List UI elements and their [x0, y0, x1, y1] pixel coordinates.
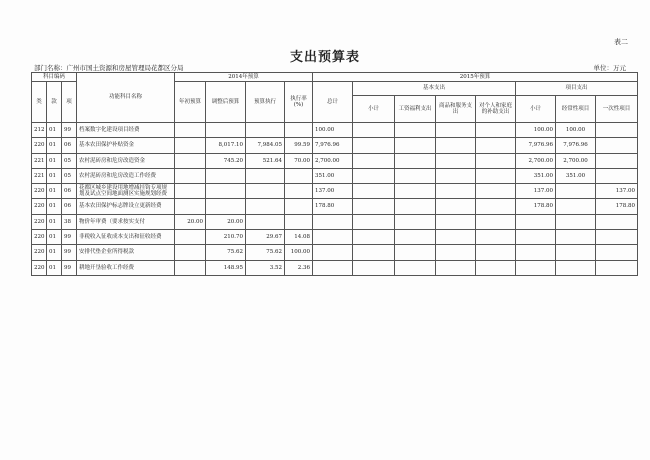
- execution-cell: 3.52: [246, 260, 285, 275]
- household-subsidy-cell: [476, 123, 516, 138]
- lei-cell: 220: [32, 184, 47, 199]
- execution-rate-cell: [285, 214, 313, 229]
- function-subject-header: 功能科目名称: [77, 73, 175, 123]
- table-row: [32, 153, 638, 168]
- initial-budget-cell: [175, 199, 206, 214]
- xiang-header: 项: [62, 82, 77, 123]
- initial-budget-cell: [175, 168, 206, 183]
- household-subsidy-cell: [476, 184, 516, 199]
- execution-cell: [246, 199, 285, 214]
- kuan-cell: 01: [47, 199, 62, 214]
- recurring-project-cell: [556, 260, 596, 275]
- one-time-project-cell: [596, 153, 638, 168]
- adjusted-budget-cell: 148.95: [206, 260, 246, 275]
- household-subsidy-cell: [476, 230, 516, 245]
- project-subtotal-cell: 351.00: [516, 168, 556, 183]
- one-time-project-cell: 137.00: [596, 184, 638, 199]
- execution-cell: [246, 168, 285, 183]
- budget-2014-header: 2014年预算: [175, 73, 313, 82]
- project-subtotal-cell: 178.80: [516, 199, 556, 214]
- kuan-cell: 01: [47, 168, 62, 183]
- goods-services-cell: [436, 245, 476, 260]
- subject-code-header: 科目编码: [32, 73, 77, 82]
- kuan-cell: 01: [47, 138, 62, 153]
- expenditure-budget-table: [31, 72, 638, 276]
- subject-name-cell: 花都区城乡建设用地增减挂钩专项规划及试点空间地面测区实施规划经费: [77, 184, 175, 199]
- total-cell: 178.80: [313, 199, 353, 214]
- initial-budget-cell: 20.00: [175, 214, 206, 229]
- adjusted-budget-cell: 8,017.10: [206, 138, 246, 153]
- table-row: [32, 230, 638, 245]
- recurring-project-cell: [556, 184, 596, 199]
- project-subtotal-cell: [516, 245, 556, 260]
- adjusted-budget-cell: 20.00: [206, 214, 246, 229]
- table-row: [32, 168, 638, 183]
- recurring-project-cell: [556, 214, 596, 229]
- project-subtotal-header: 小计: [516, 96, 556, 123]
- execution-rate-cell: 70.00: [285, 153, 313, 168]
- budget-2015-header: 2015年预算: [313, 73, 638, 82]
- project-subtotal-cell: [516, 260, 556, 275]
- total-cell: 7,976.96: [313, 138, 353, 153]
- page-title: 支出预算表: [289, 50, 360, 65]
- one-time-project-cell: [596, 138, 638, 153]
- basic-subtotal-cell: [353, 230, 395, 245]
- wages-cell: [395, 260, 436, 275]
- kuan-cell: 01: [47, 123, 62, 138]
- total-cell: 100.00: [313, 123, 353, 138]
- lei-cell: 220: [32, 199, 47, 214]
- wages-cell: [395, 230, 436, 245]
- one-time-project-cell: [596, 260, 638, 275]
- table-number: 表二: [614, 38, 628, 46]
- total-cell: [313, 230, 353, 245]
- wages-cell: [395, 168, 436, 183]
- table-row: [32, 138, 638, 153]
- execution-rate-cell: [285, 184, 313, 199]
- total-cell: 137.00: [313, 184, 353, 199]
- execution-cell: 521.64: [246, 153, 285, 168]
- goods-services-cell: [436, 184, 476, 199]
- initial-budget-header: 年初预算: [175, 82, 206, 123]
- execution-rate-cell: 99.59: [285, 138, 313, 153]
- basic-subtotal-cell: [353, 138, 395, 153]
- table-row: [32, 184, 638, 199]
- execution-cell: [246, 214, 285, 229]
- execution-cell: 75.62: [246, 245, 285, 260]
- xiang-cell: 05: [62, 168, 77, 183]
- goods-services-cell: [436, 260, 476, 275]
- initial-budget-cell: [175, 153, 206, 168]
- initial-budget-cell: [175, 245, 206, 260]
- recurring-project-cell: 351.00: [556, 168, 596, 183]
- kuan-cell: 01: [47, 245, 62, 260]
- adjusted-budget-cell: [206, 123, 246, 138]
- xiang-cell: 05: [62, 153, 77, 168]
- subject-name-cell: 基本农田保护补贴资金: [77, 138, 175, 153]
- wages-cell: [395, 138, 436, 153]
- household-subsidy-cell: [476, 260, 516, 275]
- kuan-header: 款: [47, 82, 62, 123]
- execution-rate-cell: 2.36: [285, 260, 313, 275]
- initial-budget-cell: [175, 123, 206, 138]
- basic-subtotal-cell: [353, 123, 395, 138]
- kuan-cell: 01: [47, 153, 62, 168]
- execution-rate-cell: [285, 123, 313, 138]
- goods-services-cell: [436, 123, 476, 138]
- basic-subtotal-cell: [353, 214, 395, 229]
- adjusted-budget-cell: 210.70: [206, 230, 246, 245]
- xiang-cell: 99: [62, 230, 77, 245]
- xiang-cell: 99: [62, 260, 77, 275]
- xiang-cell: 06: [62, 138, 77, 153]
- unit-label: 单位：万元: [593, 64, 626, 72]
- project-subtotal-cell: [516, 230, 556, 245]
- wages-cell: [395, 123, 436, 138]
- basic-subtotal-cell: [353, 184, 395, 199]
- execution-rate-cell: 14.08: [285, 230, 313, 245]
- one-time-project-cell: [596, 168, 638, 183]
- xiang-cell: 06: [62, 199, 77, 214]
- wages-cell: [395, 214, 436, 229]
- initial-budget-cell: [175, 230, 206, 245]
- execution-header: 预算执行: [246, 82, 285, 123]
- goods-services-cell: [436, 214, 476, 229]
- basic-subtotal-cell: [353, 245, 395, 260]
- table-row: [32, 123, 638, 138]
- project-subtotal-cell: 100.00: [516, 123, 556, 138]
- household-subsidy-cell: [476, 153, 516, 168]
- basic-subtotal-header: 小计: [353, 96, 395, 123]
- household-subsidy-cell: [476, 245, 516, 260]
- total-cell: [313, 214, 353, 229]
- initial-budget-cell: [175, 138, 206, 153]
- subject-name-cell: 农村泥砖房和危房改造工作经费: [77, 168, 175, 183]
- table-row: [32, 199, 638, 214]
- goods-services-cell: [436, 153, 476, 168]
- execution-cell: [246, 123, 285, 138]
- lei-cell: 220: [32, 138, 47, 153]
- total-cell: 2,700.00: [313, 153, 353, 168]
- one-time-project-cell: [596, 245, 638, 260]
- adjusted-budget-header: 调整后预算: [206, 82, 246, 123]
- wages-cell: [395, 184, 436, 199]
- adjusted-budget-cell: [206, 184, 246, 199]
- recurring-project-header: 经常性项目: [556, 96, 596, 123]
- goods-services-cell: [436, 230, 476, 245]
- total-cell: 351.00: [313, 168, 353, 183]
- total-cell: [313, 260, 353, 275]
- adjusted-budget-cell: 745.20: [206, 153, 246, 168]
- kuan-cell: 01: [47, 184, 62, 199]
- basic-subtotal-cell: [353, 168, 395, 183]
- table-row: [32, 260, 638, 275]
- execution-cell: 29.67: [246, 230, 285, 245]
- project-subtotal-cell: 7,976.96: [516, 138, 556, 153]
- xiang-cell: 99: [62, 123, 77, 138]
- lei-cell: 221: [32, 153, 47, 168]
- basic-subtotal-cell: [353, 199, 395, 214]
- project-subtotal-cell: 2,700.00: [516, 153, 556, 168]
- lei-cell: 220: [32, 260, 47, 275]
- table-row: [32, 245, 638, 260]
- project-expenditure-header: 项目支出: [516, 82, 638, 96]
- adjusted-budget-cell: 75.62: [206, 245, 246, 260]
- xiang-cell: 06: [62, 184, 77, 199]
- initial-budget-cell: [175, 184, 206, 199]
- wages-header: 工资福利支出: [395, 96, 436, 123]
- household-subsidy-cell: [476, 168, 516, 183]
- xiang-cell: 99: [62, 245, 77, 260]
- execution-cell: 7,984.05: [246, 138, 285, 153]
- kuan-cell: 01: [47, 214, 62, 229]
- goods-services-cell: [436, 138, 476, 153]
- basic-expenditure-header: 基本支出: [353, 82, 516, 96]
- recurring-project-cell: [556, 230, 596, 245]
- table-row: [32, 214, 638, 229]
- household-subsidy-cell: [476, 199, 516, 214]
- lei-cell: 220: [32, 214, 47, 229]
- lei-header: 类: [32, 82, 47, 123]
- adjusted-budget-cell: [206, 168, 246, 183]
- lei-cell: 212: [32, 123, 47, 138]
- subject-name-cell: 基本农田保护标志牌设立更新经费: [77, 199, 175, 214]
- basic-subtotal-cell: [353, 153, 395, 168]
- subject-name-cell: 耕地开垦验收工作经费: [77, 260, 175, 275]
- lei-cell: 220: [32, 245, 47, 260]
- subject-name-cell: 物价年审费（要求按实支付: [77, 214, 175, 229]
- wages-cell: [395, 199, 436, 214]
- subject-name-cell: 档案数字化建设项目经费: [77, 123, 175, 138]
- wages-cell: [395, 245, 436, 260]
- total-header: 总计: [313, 82, 353, 123]
- one-time-project-cell: [596, 123, 638, 138]
- recurring-project-cell: [556, 199, 596, 214]
- one-time-project-cell: [596, 214, 638, 229]
- kuan-cell: 01: [47, 260, 62, 275]
- project-subtotal-cell: 137.00: [516, 184, 556, 199]
- one-time-project-cell: [596, 230, 638, 245]
- one-time-project-cell: 178.80: [596, 199, 638, 214]
- wages-cell: [395, 153, 436, 168]
- recurring-project-cell: [556, 245, 596, 260]
- goods-services-cell: [436, 199, 476, 214]
- adjusted-budget-cell: [206, 199, 246, 214]
- execution-rate-header: 执行率(%): [285, 82, 313, 123]
- department-name: 部门名称：广州市国土资源和房屋管理局花都区分局: [34, 64, 184, 72]
- household-subsidy-cell: [476, 214, 516, 229]
- lei-cell: 221: [32, 168, 47, 183]
- execution-rate-cell: [285, 168, 313, 183]
- household-subsidy-cell: [476, 138, 516, 153]
- basic-subtotal-cell: [353, 260, 395, 275]
- household-subsidy-header: 对个人和家庭的补助支出: [476, 96, 516, 123]
- total-cell: [313, 245, 353, 260]
- recurring-project-cell: 2,700.00: [556, 153, 596, 168]
- lei-cell: 220: [32, 230, 47, 245]
- kuan-cell: 01: [47, 230, 62, 245]
- goods-services-header: 商品和服务支出: [436, 96, 476, 123]
- goods-services-cell: [436, 168, 476, 183]
- one-time-project-header: 一次性项目: [596, 96, 638, 123]
- subject-name-cell: 安排代垫企业所得税款: [77, 245, 175, 260]
- subject-name-cell: 非税收入征收成本支出和征收经费: [77, 230, 175, 245]
- recurring-project-cell: 100.00: [556, 123, 596, 138]
- execution-rate-cell: 100.00: [285, 245, 313, 260]
- project-subtotal-cell: [516, 214, 556, 229]
- xiang-cell: 38: [62, 214, 77, 229]
- recurring-project-cell: 7,976.96: [556, 138, 596, 153]
- initial-budget-cell: [175, 260, 206, 275]
- execution-rate-cell: [285, 199, 313, 214]
- execution-cell: [246, 184, 285, 199]
- subject-name-cell: 农村泥砖房和危房改造资金: [77, 153, 175, 168]
